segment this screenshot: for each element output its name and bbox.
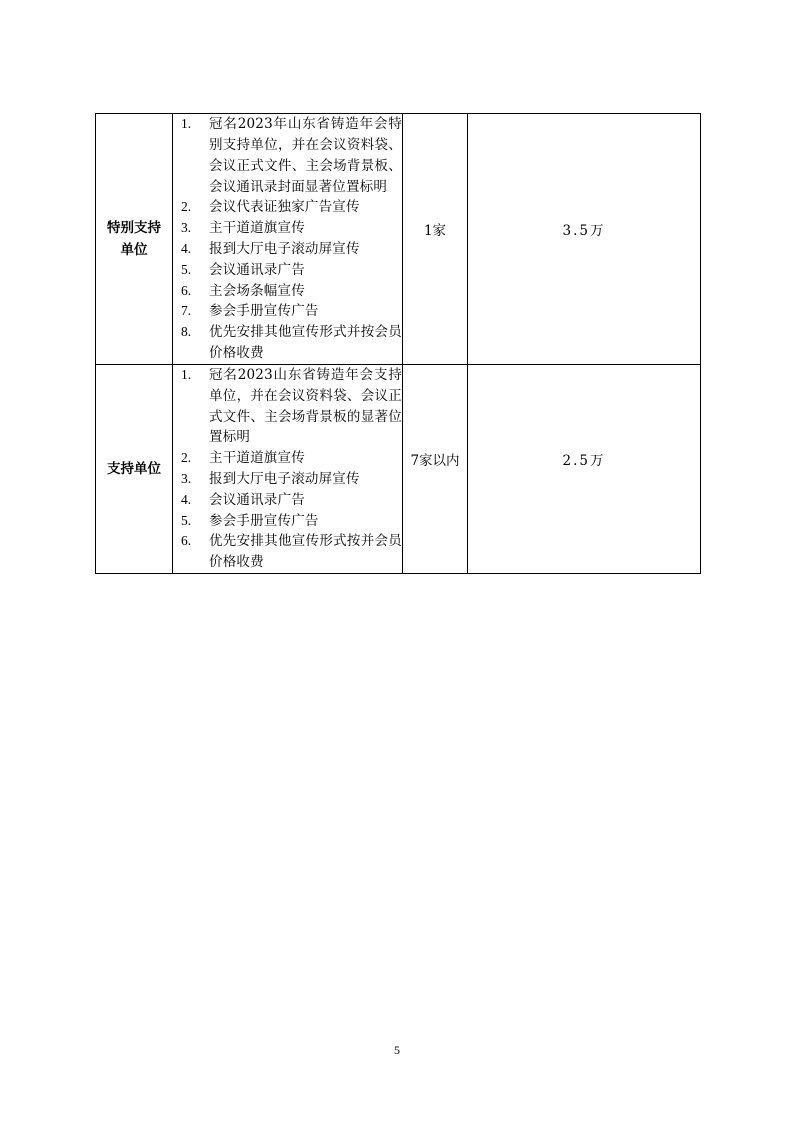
item-text: 报到大厅电子滚动屏宣传 xyxy=(209,241,360,257)
item-text: 主会场条幅宣传 xyxy=(209,282,305,299)
item-text: 冠名2023年山东省铸造年会特别支持单位，并在会议资料袋、会议正式文件、主会场背景板、会议通讯录封面显著位置标明 xyxy=(209,116,402,195)
list-item xyxy=(173,531,402,573)
item-number: 6. xyxy=(181,533,192,549)
sponsor-level-cell xyxy=(96,114,173,365)
item-number: 6. xyxy=(181,282,192,298)
list-item xyxy=(173,448,402,469)
item-number: 8. xyxy=(181,324,192,340)
list-item xyxy=(173,281,402,302)
price-cell xyxy=(468,114,701,365)
item-text: 会议通讯录广告 xyxy=(209,261,305,278)
list-item xyxy=(173,114,402,197)
table-row xyxy=(96,114,701,365)
benefits-list xyxy=(173,365,402,573)
item-number: 2. xyxy=(181,450,192,466)
quota-value: 1家 xyxy=(423,223,447,239)
sponsorship-table xyxy=(95,113,701,574)
sponsor-level-line: 特别支持 xyxy=(107,220,161,236)
item-number: 4. xyxy=(181,241,192,256)
quota-value: 7家以内 xyxy=(410,452,460,469)
quota-cell xyxy=(403,365,468,574)
item-text: 主干道道旗宣传 xyxy=(209,220,305,237)
price-value: 3.5万 xyxy=(562,223,606,239)
item-number: 1. xyxy=(181,116,192,132)
item-text: 参会手册宣传广告 xyxy=(209,303,319,320)
sponsor-level-line: 单位 xyxy=(120,242,148,258)
item-text: 会议代表证独家广告宣传 xyxy=(209,199,360,216)
page-number: 5 xyxy=(394,1043,400,1057)
item-number: 5. xyxy=(181,512,192,528)
sponsor-level-cell xyxy=(96,365,173,574)
item-number: 1. xyxy=(181,367,192,382)
price-cell xyxy=(468,365,701,574)
item-number: 5. xyxy=(181,261,192,277)
item-text: 报到大厅电子滚动屏宣传 xyxy=(209,470,360,487)
item-number: 7. xyxy=(181,303,192,319)
item-number: 3. xyxy=(181,220,192,236)
item-text: 参会手册宣传广告 xyxy=(209,512,319,529)
benefits-cell xyxy=(173,114,403,365)
item-text: 主干道道旗宣传 xyxy=(209,450,305,467)
list-item xyxy=(173,469,402,490)
item-text: 优先安排其他宣传形式并按会员价格收费 xyxy=(209,324,402,361)
list-item xyxy=(173,511,402,532)
item-number: 3. xyxy=(181,470,192,486)
list-item xyxy=(173,239,402,260)
quota-cell xyxy=(403,114,468,365)
item-number: 2. xyxy=(181,199,192,215)
list-item xyxy=(173,197,402,218)
sponsor-level-line: 支持单位 xyxy=(107,460,161,477)
table-row xyxy=(96,365,701,574)
item-text: 会议通讯录广告 xyxy=(209,491,305,508)
list-item xyxy=(173,365,402,448)
item-text: 优先安排其他宣传形式按并会员价格收费 xyxy=(209,533,402,571)
list-item xyxy=(173,301,402,322)
list-item xyxy=(173,218,402,239)
item-number: 4. xyxy=(181,491,192,507)
list-item xyxy=(173,490,402,511)
benefits-cell xyxy=(173,365,403,574)
benefits-list xyxy=(173,114,402,364)
price-value: 2.5万 xyxy=(562,452,606,469)
list-item xyxy=(173,260,402,281)
list-item xyxy=(173,322,402,364)
item-text: 冠名2023山东省铸造年会支持单位，并在会议资料袋、会议正式文件、主会场背景板的显著位置标明 xyxy=(209,367,402,446)
